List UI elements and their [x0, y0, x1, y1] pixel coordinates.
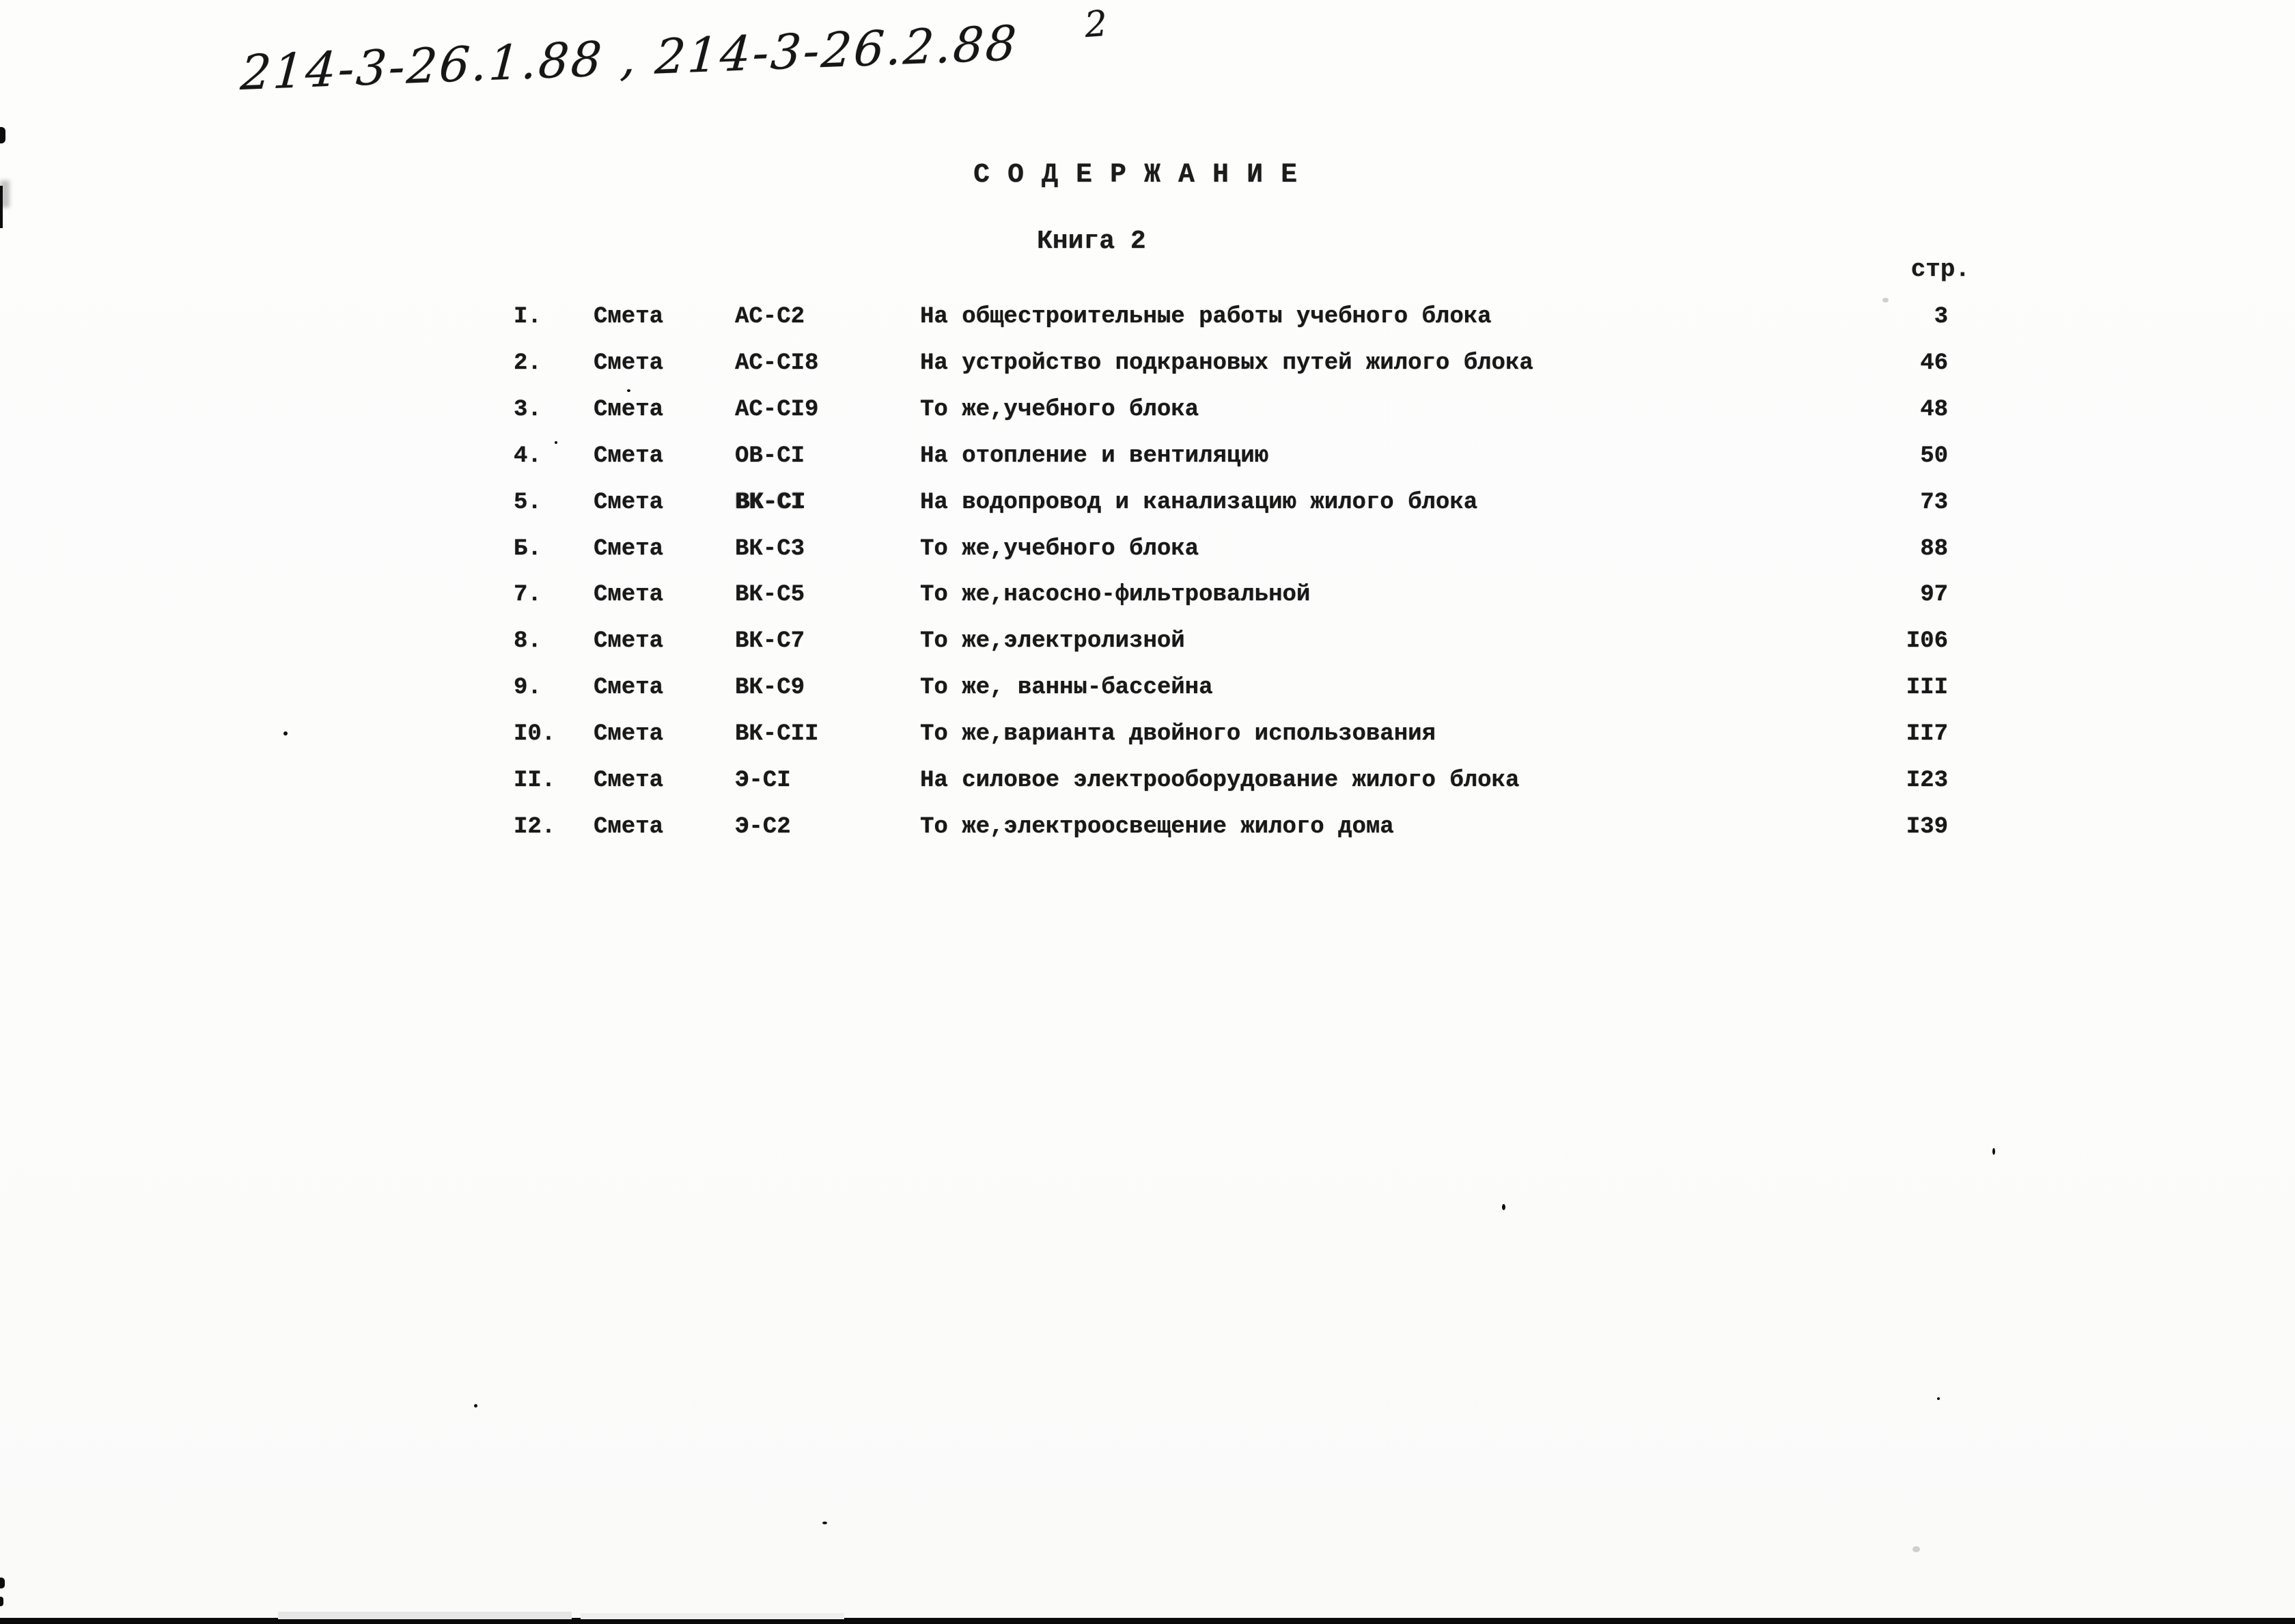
- row-page: 73: [1920, 489, 1948, 516]
- scan-edge-mark: [0, 127, 5, 143]
- row-page: 48: [1920, 396, 1948, 423]
- row-num: 5.: [514, 489, 542, 516]
- document-title: С О Д Е Р Ж А Н И Е: [973, 160, 1298, 191]
- row-page: 3: [1934, 304, 1948, 330]
- row-code: ВК-СII: [735, 721, 819, 748]
- row-description: На водопровод и канализацию жилого блока: [920, 489, 1478, 516]
- book-subtitle: Книга 2: [1037, 227, 1146, 256]
- row-doc-type: Смета: [594, 304, 664, 330]
- row-doc-type: Смета: [594, 582, 664, 608]
- row-description: То же,насосно-фильтровальной: [920, 582, 1311, 608]
- row-code: АС-СI8: [735, 350, 819, 376]
- handwritten-page-number: 2: [1083, 3, 1109, 46]
- row-page: II7: [1906, 721, 1948, 748]
- scan-speckle: [627, 389, 630, 392]
- scan-speckle: [1882, 298, 1889, 303]
- row-page: III: [1906, 675, 1948, 701]
- row-code: АС-С2: [735, 304, 805, 330]
- row-page: 88: [1920, 535, 1948, 562]
- scan-speckle: [1992, 1148, 1995, 1155]
- row-page: 50: [1920, 443, 1948, 469]
- row-num: I2.: [514, 813, 556, 840]
- row-num: 7.: [514, 582, 542, 608]
- row-doc-type: Смета: [594, 443, 664, 469]
- row-description: На общестроительные работы учебного блока: [920, 304, 1492, 330]
- row-doc-type: Смета: [594, 813, 664, 840]
- row-code: Э-СI: [735, 768, 791, 794]
- row-code: ВК-С5: [735, 582, 805, 608]
- row-num: 9.: [514, 675, 542, 701]
- toc-row: [0, 440, 2295, 481]
- toc-row: [0, 718, 2295, 759]
- scan-speckle: [474, 1404, 477, 1408]
- scan-edge-mark: [0, 1578, 5, 1588]
- row-description: То же,электролизной: [920, 628, 1185, 655]
- row-description: То же,учебного блока: [920, 396, 1199, 423]
- scan-speckle: [1502, 1204, 1505, 1210]
- scan-speckle: [822, 1522, 827, 1524]
- toc-row: [0, 765, 2295, 806]
- row-num: 3.: [514, 396, 542, 423]
- row-description: На устройство подкрановых путей жилого блока: [920, 350, 1533, 376]
- row-description: На силовое электрооборудование жилого блока: [920, 768, 1520, 794]
- row-doc-type: Смета: [594, 535, 664, 562]
- row-num: I0.: [514, 721, 556, 748]
- scan-speckle: [1912, 1546, 1920, 1552]
- row-page: I39: [1906, 813, 1948, 840]
- row-description: То же,варианта двойного использования: [920, 721, 1436, 748]
- toc-row: [0, 626, 2295, 667]
- scan-speckle: [555, 441, 557, 444]
- row-page: 46: [1920, 350, 1948, 376]
- row-page: 97: [1920, 582, 1948, 608]
- toc-row: [0, 348, 2295, 389]
- toc-row: [0, 533, 2295, 574]
- page-column-header: стр.: [1910, 255, 1970, 283]
- row-code: ВК-С7: [735, 628, 805, 655]
- row-doc-type: Смета: [594, 489, 664, 516]
- row-num: Б.: [514, 535, 542, 562]
- row-doc-type: Смета: [594, 396, 664, 423]
- row-page: I06: [1906, 628, 1948, 655]
- row-num: 2.: [514, 350, 542, 376]
- toc-row: [0, 487, 2295, 528]
- row-code: АС-СI9: [735, 396, 819, 423]
- row-num: II.: [514, 768, 556, 794]
- row-num: I.: [514, 304, 542, 330]
- toc-row: [0, 811, 2295, 852]
- toc-row: [0, 672, 2295, 713]
- row-num: 8.: [514, 628, 542, 655]
- toc-row: [0, 301, 2295, 342]
- scan-edge-mark: [0, 1597, 3, 1606]
- row-description: На отопление и вентиляцию: [920, 443, 1269, 469]
- scan-bottom-band-gray: [581, 1613, 844, 1619]
- row-code: ВК-СI: [735, 489, 805, 516]
- row-num: 4.: [514, 443, 542, 469]
- row-description: То же, ванны-бассейна: [920, 675, 1213, 701]
- scan-speckle: [283, 731, 288, 736]
- scan-bottom-band-gray: [278, 1612, 572, 1619]
- row-code: ВК-С9: [735, 675, 805, 701]
- row-doc-type: Смета: [594, 675, 664, 701]
- row-doc-type: Смета: [594, 628, 664, 655]
- row-doc-type: Смета: [594, 350, 664, 376]
- row-page: I23: [1906, 768, 1948, 794]
- scan-speckle: [1937, 1397, 1940, 1400]
- row-code: ВК-С3: [735, 535, 805, 562]
- row-code: Э-С2: [735, 813, 791, 840]
- row-code: ОВ-СI: [735, 443, 805, 469]
- row-doc-type: Смета: [594, 721, 664, 748]
- toc-row: [0, 394, 2295, 435]
- row-description: То же,электроосвещение жилого дома: [920, 813, 1394, 840]
- toc-row: [0, 579, 2295, 620]
- row-doc-type: Смета: [594, 768, 664, 794]
- scan-edge-mark: [0, 186, 3, 228]
- handwritten-project-codes: 214-3-26.1.88 , 214-3-26.2.88: [238, 15, 1020, 101]
- row-description: То же,учебного блока: [920, 535, 1199, 562]
